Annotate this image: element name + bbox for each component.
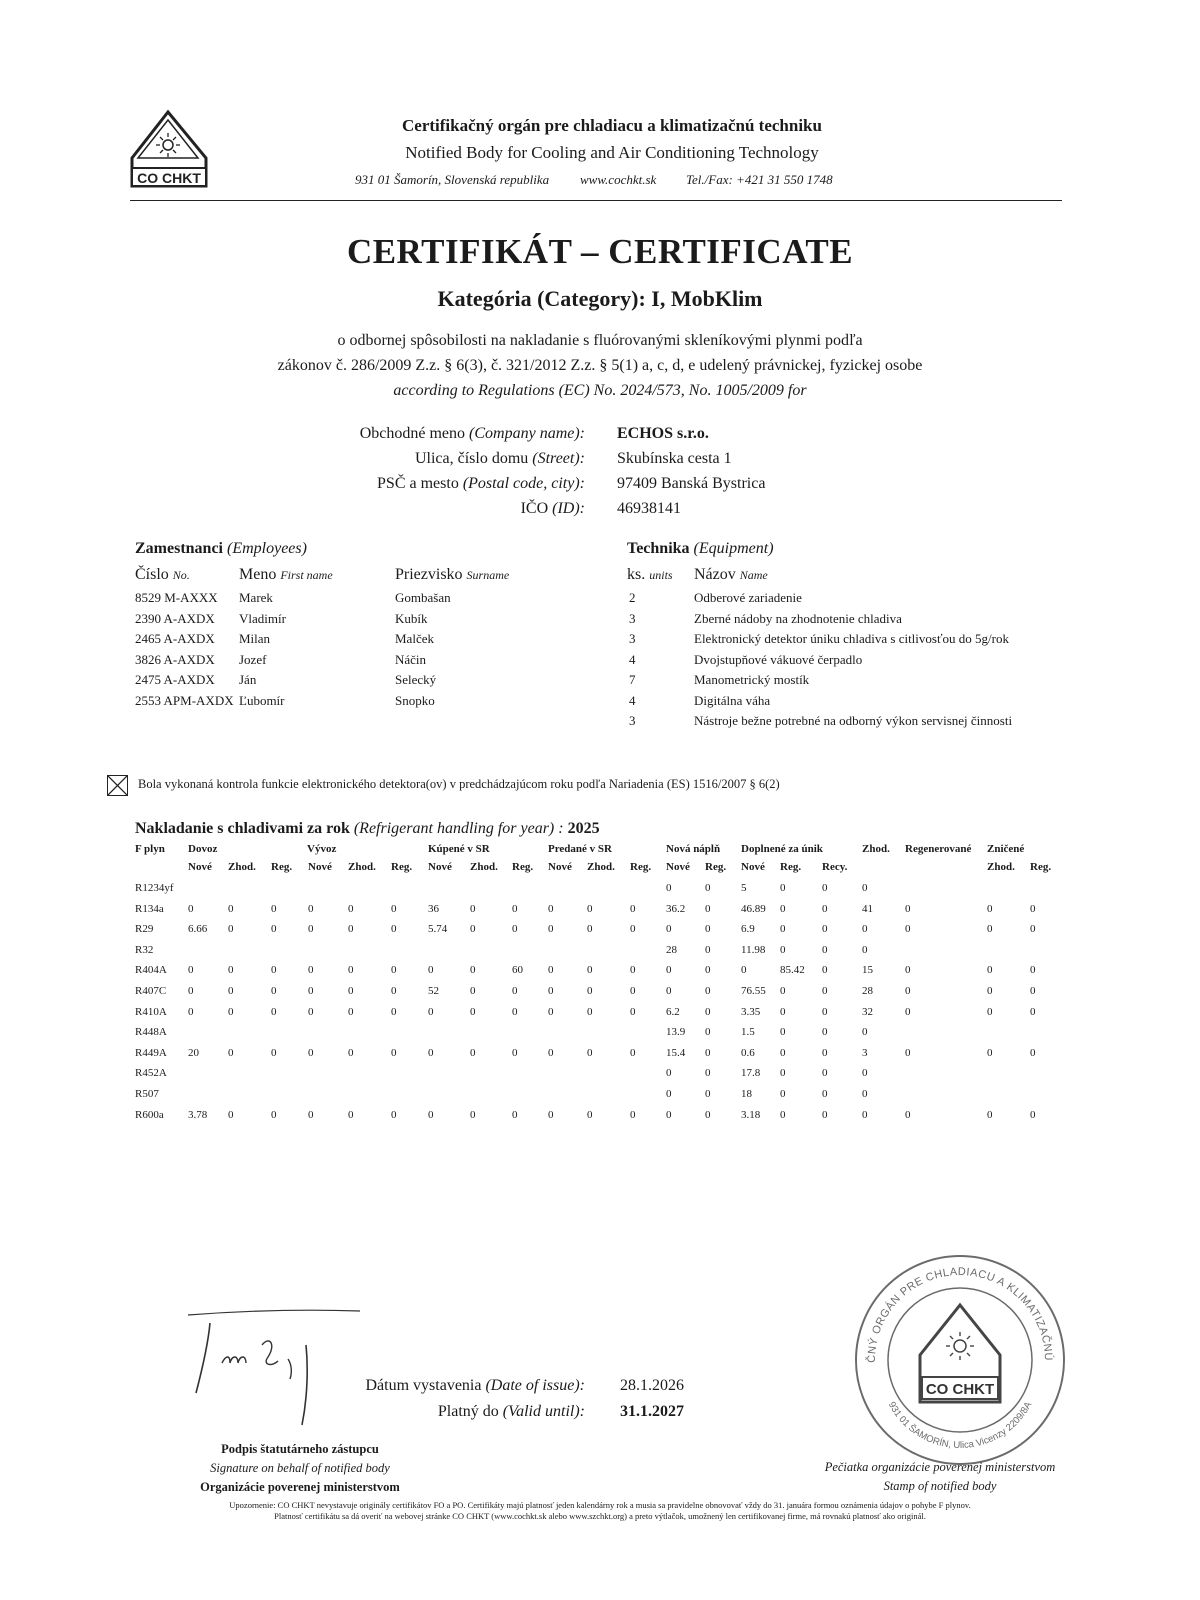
handling-sub-header: Nové (308, 861, 332, 873)
handling-cell: 5 (741, 882, 747, 894)
equipment-col-units: ks. units (627, 566, 673, 583)
handling-group-header: Predané v SR (548, 843, 612, 855)
handling-cell: 0 (630, 1005, 636, 1018)
handling-cell: 0 (987, 1005, 993, 1018)
handling-cell: 0 (705, 1067, 711, 1080)
handling-cell: 0 (666, 985, 672, 997)
employee-surname: Náčin (395, 651, 427, 667)
handling-cell: 0 (271, 1108, 277, 1121)
handling-cell: 0 (1030, 985, 1036, 997)
handling-cell: 20 (188, 1046, 199, 1059)
handling-cell: 0 (862, 882, 868, 894)
handling-cell: 0 (780, 985, 786, 997)
handling-sub-header: Reg. (512, 861, 534, 873)
handling-cell: 0 (1030, 1046, 1036, 1059)
handling-cell: 0.6 (741, 1046, 755, 1059)
handling-cell: 0 (822, 923, 828, 936)
refrigerant-gas: R448A (135, 1026, 167, 1039)
handling-cell: 0 (512, 1005, 518, 1018)
handling-cell: 0 (705, 1108, 711, 1121)
handling-sub-header: Nové (741, 861, 765, 873)
signature-caption-3: Organizácie poverenej ministerstvom (200, 1480, 400, 1494)
employee-number: 2553 APM-AXDX (135, 692, 234, 708)
valid-until-label: Platný do (Valid until): (437, 1403, 585, 1420)
handling-sub-header: Nové (666, 861, 690, 873)
org-address: 931 01 Šamorín, Slovenská republika (355, 172, 550, 187)
employee-first-name: Ľubomír (239, 692, 285, 708)
handling-cell: 0 (188, 985, 194, 997)
org-phone: Tel./Fax: +421 31 550 1748 (686, 172, 833, 187)
handling-cell: 0 (391, 1108, 397, 1121)
handling-cell: 0 (428, 1046, 434, 1059)
handling-cell: 0 (271, 1005, 277, 1018)
handling-cell: 0 (548, 985, 554, 997)
handling-cell: 0 (470, 923, 476, 936)
equipment-units: 3 (629, 631, 636, 646)
handling-cell: 0 (822, 882, 828, 894)
equipment-name: Digitálna váha (694, 692, 771, 708)
handling-cell: 0 (470, 985, 476, 997)
equipment-units: 3 (629, 610, 636, 626)
employee-surname: Selecký (395, 672, 437, 687)
footnote (60, 1500, 1140, 1522)
refrigerant-gas: R452A (135, 1067, 167, 1080)
equipment-units: 7 (629, 672, 636, 687)
employees-col-no: Číslo No. (135, 566, 190, 583)
handling-cell: 0 (741, 964, 747, 977)
handling-cell: 0 (862, 1026, 868, 1039)
handling-group-header: Dovoz (188, 843, 218, 855)
employee-surname: Malček (395, 631, 434, 646)
handling-cell: 0 (705, 1005, 711, 1018)
handling-cell: 0 (705, 1026, 711, 1039)
employee-number: 2390 A-AXDX (135, 610, 215, 626)
handling-cell: 0 (348, 902, 354, 915)
handling-sub-header: Zhod. (470, 861, 498, 873)
handling-sub-header: Zhod. (587, 861, 615, 873)
handling-cell: 46.89 (741, 902, 766, 915)
handling-cell: 76.55 (741, 985, 766, 997)
refrigerant-gas: R32 (135, 943, 154, 956)
handling-cell: 0 (862, 1108, 868, 1121)
company-city-label: PSČ a mesto (Postal code, city): (377, 475, 585, 492)
handling-cell: 0 (780, 923, 786, 936)
issue-date-value: 28.1.2026 (620, 1377, 684, 1394)
handling-cell: 0 (228, 902, 234, 915)
intro-line-2: zákonov č. 286/2009 Z.z. § 6(3), č. 321/2012 Z.z. § 5(1) a, c, d, e udelený právnickej, fyzickej osobe (277, 357, 923, 374)
handling-cell: 17.8 (741, 1067, 761, 1080)
handling-cell: 0 (271, 1046, 277, 1059)
handling-cell: 0 (780, 1005, 786, 1018)
handling-cell: 0 (271, 964, 277, 977)
handling-cell: 0 (862, 1067, 868, 1080)
handling-cell: 1.5 (741, 1026, 755, 1039)
handling-heading: Nakladanie s chladivami za rok (Refrigerant handling for year) : 2025 (135, 820, 600, 837)
handling-cell: 0 (348, 1005, 354, 1018)
refrigerant-gas: R600a (135, 1108, 164, 1121)
handling-cell: 0 (780, 943, 786, 956)
equipment-name: Nástroje bežne potrebné na odborný výkon servisnej činnosti (694, 713, 1013, 728)
stamp-center-text: CO CHKT (925, 1381, 995, 1398)
handling-cell: 13.9 (666, 1026, 686, 1039)
handling-sub-header: Recy. (822, 861, 848, 873)
company-id-label: IČO (ID): (520, 500, 585, 517)
handling-cell: 52 (428, 985, 439, 997)
handling-cell: 0 (228, 985, 234, 997)
handling-cell: 0 (780, 1108, 786, 1121)
handling-cell: 0 (987, 1108, 993, 1121)
handling-cell: 0 (666, 1088, 672, 1100)
handling-cell: 0 (987, 902, 993, 915)
handling-cell: 0 (705, 882, 711, 894)
handling-cell: 0 (391, 902, 397, 915)
stamp-ring-bottom: 931 01 ŠAMORÍN, Ulica Vicenzy 2209/8A (885, 1400, 1035, 1452)
handling-cell: 15 (862, 964, 873, 977)
handling-cell: 0 (548, 1005, 554, 1018)
handling-cell: 0 (862, 943, 868, 956)
official-stamp (850, 1250, 1070, 1475)
handling-cell: 0 (666, 1067, 672, 1080)
employee-first-name: Vladimír (239, 610, 286, 626)
handling-cell: 0 (822, 902, 828, 915)
handling-cell: 0 (987, 923, 993, 936)
handling-cell: 0 (470, 964, 476, 977)
handling-cell: 0 (587, 1046, 593, 1059)
handling-cell: 0 (470, 1108, 476, 1121)
handling-sub-header: Reg. (1030, 861, 1052, 873)
handling-cell: 0 (780, 1088, 786, 1100)
handling-cell: 28 (862, 985, 873, 997)
handling-cell: 0 (348, 923, 354, 936)
handling-cell: 0 (470, 902, 476, 915)
handling-group-header: Nová náplň (666, 843, 721, 855)
handling-cell: 60 (512, 964, 523, 977)
handling-cell: 0 (822, 985, 828, 997)
handling-cell: 0 (780, 1026, 786, 1039)
handling-cell: 0 (1030, 1108, 1036, 1121)
handling-cell: 0 (308, 923, 314, 936)
handling-cell: 6.2 (666, 1005, 680, 1018)
company-street-value: Skubínska cesta 1 (617, 450, 732, 467)
handling-cell: 3.78 (188, 1108, 208, 1121)
handling-cell: 0 (705, 1046, 711, 1059)
handling-cell: 3.35 (741, 1005, 761, 1018)
handling-cell: 3 (862, 1046, 868, 1059)
handling-group-header: Kúpené v SR (428, 843, 490, 855)
handling-sub-header: Reg. (391, 861, 413, 873)
handling-cell: 0 (548, 964, 554, 977)
handling-cell: 0 (188, 964, 194, 977)
handling-cell: 0 (512, 1108, 518, 1121)
handling-cell: 0 (630, 1108, 636, 1121)
handling-cell: 0 (391, 964, 397, 977)
handling-cell: 0 (666, 1108, 672, 1121)
handling-cell: 0 (705, 943, 711, 956)
header-divider (130, 200, 1062, 201)
handling-cell: 0 (428, 1108, 434, 1121)
handling-cell: 0 (822, 964, 828, 977)
handling-cell: 11.98 (741, 943, 766, 956)
equipment-name: Odberové zariadenie (694, 590, 802, 605)
svg-text:931 01 ŠAMORÍN, Ulica Vicenzy (886, 1399, 1035, 1451)
intro-line-3: according to Regulations (EC) No. 2024/573, No. 1005/2009 for (393, 382, 807, 399)
handling-cell: 0 (822, 1005, 828, 1018)
refrigerant-gas: R1234yf (135, 882, 174, 894)
handling-cell: 0 (587, 964, 593, 977)
handling-cell: 0 (548, 923, 554, 936)
handling-cell: 0 (428, 964, 434, 977)
handling-cell: 28 (666, 943, 677, 956)
handling-cell: 0 (822, 943, 828, 956)
refrigerant-gas: R407C (135, 985, 167, 997)
handling-cell: 0 (666, 923, 672, 936)
handling-cell: 0 (822, 1046, 828, 1059)
handling-cell: 0 (705, 923, 711, 936)
handling-cell: 0 (228, 1005, 234, 1018)
handling-cell: 0 (548, 1108, 554, 1121)
employee-first-name: Milan (239, 631, 271, 646)
handling-cell: 0 (587, 1005, 593, 1018)
handling-cell: 0 (705, 902, 711, 915)
company-street-label: Ulica, číslo domu (Street): (414, 450, 585, 467)
handling-cell: 0 (587, 1108, 593, 1121)
handling-cell: 6.66 (188, 923, 208, 936)
issue-date-label: Dátum vystavenia (Date of issue): (365, 1377, 585, 1394)
employee-surname: Snopko (395, 692, 435, 708)
handling-sub-header: Zhod. (228, 861, 256, 873)
handling-cell: 0 (705, 1088, 711, 1100)
handling-sub-header: Nové (428, 861, 452, 873)
equipment-name: Manometrický mostík (694, 672, 810, 687)
refrigerant-gas: R507 (135, 1088, 159, 1100)
logo-text: CO CHKT (137, 170, 201, 186)
handling-cell: 0 (428, 1005, 434, 1018)
handling-cell: 0 (666, 964, 672, 977)
handling-cell: 32 (862, 1005, 873, 1018)
handling-cell: 15.4 (666, 1046, 686, 1059)
handling-cell: 5.74 (428, 923, 448, 936)
handling-group-header: F plyn (135, 843, 165, 855)
detector-check-checkbox (107, 775, 128, 796)
company-id-value: 46938141 (617, 500, 681, 517)
handling-cell: 0 (987, 1046, 993, 1059)
handling-cell: 0 (666, 882, 672, 894)
company-name-value: ECHOS s.r.o. (617, 425, 709, 442)
handling-cell: 0 (348, 985, 354, 997)
equipment-name: Dvojstupňové vákuové čerpadlo (694, 651, 863, 667)
handling-cell: 0 (1030, 1005, 1036, 1018)
intro-line-1: o odbornej spôsobilosti na nakladanie s fluórovanými skleníkovými plynmi podľa (337, 332, 863, 349)
employee-number: 3826 A-AXDX (135, 651, 215, 667)
handling-cell: 0 (587, 985, 593, 997)
handling-cell: 0 (308, 902, 314, 915)
handling-cell: 0 (905, 1108, 911, 1121)
refrigerant-gas: R449A (135, 1046, 167, 1059)
handling-cell: 0 (348, 1108, 354, 1121)
handling-cell: 0 (228, 1108, 234, 1121)
handling-group-header: Doplnené za únik (741, 843, 823, 855)
handling-cell: 41 (862, 902, 873, 915)
handling-sub-header: Reg. (705, 861, 727, 873)
employees-col-last: Priezvisko Surname (395, 566, 510, 583)
handling-cell: 0 (228, 964, 234, 977)
signature-caption-1: Podpis štatutárneho zástupcu (221, 1442, 379, 1456)
signature-caption-2: Signature on behalf of notified body (210, 1461, 390, 1475)
handling-cell: 36 (428, 902, 439, 915)
handling-sub-header: Zhod. (987, 861, 1015, 873)
handling-cell: 0 (348, 964, 354, 977)
handling-cell: 0 (905, 985, 911, 997)
org-name-sk: Certifikačný orgán pre chladiacu a klimatizačnú techniku (402, 116, 822, 135)
certificate-title: CERTIFIKÁT – CERTIFICATE (346, 232, 854, 271)
equipment-units: 2 (629, 590, 636, 605)
refrigerant-gas: R410A (135, 1005, 167, 1018)
handling-cell: 0 (308, 1108, 314, 1121)
stamp-caption-2: Stamp of notified body (883, 1479, 997, 1493)
footnote-line-2: Platnosť certifikátu sa dá overiť na webovej stránke CO CHKT (www.cochkt.sk alebo www.szchkt.org) a preto výtlačok, umožnený len certifikovanej firme, má rovnakú platnosť ako originál. (274, 1511, 926, 1521)
equipment-heading: Technika (Equipment) (627, 540, 774, 557)
handling-cell: 0 (512, 985, 518, 997)
handling-cell: 0 (630, 923, 636, 936)
company-city-value: 97409 Banská Bystrica (617, 475, 766, 492)
org-name-en: Notified Body for Cooling and Air Conditioning Technology (405, 143, 819, 162)
handling-group-header: Zhod. (862, 843, 890, 855)
handling-cell: 0 (705, 964, 711, 977)
handling-sub-header: Nové (188, 861, 212, 873)
company-name-label: Obchodné meno (Company name): (359, 425, 585, 442)
handling-cell: 0 (905, 1046, 911, 1059)
handling-cell: 0 (905, 902, 911, 915)
employee-number: 2465 A-AXDX (135, 631, 215, 646)
stamp-ring-text: ČNÝ ORGÁN PRE CHLADIACU A KLIMATIZAČNÚ (865, 1265, 1055, 1363)
handling-cell: 3.18 (741, 1108, 761, 1121)
handling-cell: 0 (548, 902, 554, 915)
employee-number: 8529 M-AXXX (135, 590, 218, 605)
footnote-line-1: Upozornenie: CO CHKT nevystavuje originály certifikátov FO a PO. Certifikáty majú platnosť jeden kalendárny rok a musia sa pravidelne obnovovať vždy do 31. januára formou oznámenia údajov o pohybe F plynov. (229, 1500, 971, 1510)
handling-cell: 0 (228, 923, 234, 936)
employee-first-name: Marek (239, 590, 273, 605)
handling-cell: 36.2 (666, 902, 686, 915)
handling-cell: 0 (188, 902, 194, 915)
equipment-name: Elektronický detektor úniku chladiva s citlivosťou do 5g/rok (694, 631, 1009, 646)
equipment-units: 4 (629, 651, 636, 667)
handling-group-header: Vývoz (307, 843, 337, 855)
stamp-caption-1: Pečiatka organizácie poverenej ministerstvom (824, 1460, 1056, 1474)
handling-cell: 0 (987, 964, 993, 977)
handling-cell: 0 (548, 1046, 554, 1059)
employee-number: 2475 A-AXDX (135, 672, 215, 687)
handling-cell: 0 (780, 882, 786, 894)
handling-cell: 0 (822, 1108, 828, 1121)
handling-cell: 0 (308, 1046, 314, 1059)
valid-until-value: 31.1.2027 (620, 1403, 684, 1420)
employees-col-first: Meno First name (239, 566, 333, 583)
handling-cell: 0 (470, 1046, 476, 1059)
handling-cell: 0 (862, 923, 868, 936)
handling-cell: 0 (308, 985, 314, 997)
handling-cell: 0 (1030, 923, 1036, 936)
handling-cell: 0 (630, 964, 636, 977)
handling-cell: 0 (308, 964, 314, 977)
handling-cell: 0 (188, 1005, 194, 1018)
handling-sub-header: Zhod. (348, 861, 376, 873)
handling-cell: 0 (271, 923, 277, 936)
handling-cell: 0 (512, 902, 518, 915)
handling-cell: 0 (512, 1046, 518, 1059)
handling-cell: 18 (741, 1088, 752, 1100)
handling-cell: 0 (862, 1088, 868, 1100)
handling-cell: 0 (391, 985, 397, 997)
handling-cell: 0 (391, 1046, 397, 1059)
handling-cell: 0 (470, 1005, 476, 1018)
employees-heading: Zamestnanci (Employees) (135, 540, 307, 557)
employee-first-name: Ján (239, 672, 257, 687)
org-website: www.cochkt.sk (580, 172, 657, 187)
handling-cell: 0 (512, 923, 518, 936)
employee-surname: Gombašan (395, 590, 451, 605)
handling-cell: 0 (987, 985, 993, 997)
handling-cell: 0 (391, 923, 397, 936)
handling-cell: 0 (271, 985, 277, 997)
handling-cell: 0 (822, 1088, 828, 1100)
handling-cell: 0 (391, 1005, 397, 1018)
refrigerant-gas: R134a (135, 902, 164, 915)
handling-cell: 6.9 (741, 923, 755, 936)
handling-group-header: Regenerované (905, 843, 972, 855)
handling-cell: 0 (1030, 964, 1036, 977)
employee-surname: Kubík (395, 610, 428, 626)
handling-cell: 0 (822, 1067, 828, 1080)
handling-cell: 0 (905, 964, 911, 977)
handling-cell: 0 (630, 1046, 636, 1059)
equipment-name: Zberné nádoby na zhodnotenie chladiva (694, 610, 902, 626)
handling-cell: 0 (705, 985, 711, 997)
detector-check-note: Bola vykonaná kontrola funkcie elektronického detektora(ov) v predchádzajúcom roku podľa Nariadenia (ES) 1516/2007 § 6(2) (138, 777, 780, 791)
handling-cell: 0 (587, 923, 593, 936)
handling-cell: 0 (905, 1005, 911, 1018)
handling-cell: 0 (822, 1026, 828, 1039)
handling-cell: 0 (1030, 902, 1036, 915)
handling-cell: 0 (587, 902, 593, 915)
handling-cell: 0 (348, 1046, 354, 1059)
refrigerant-gas: R29 (135, 923, 154, 936)
equipment-units: 3 (629, 713, 636, 728)
certificate-category: Kategória (Category): I, MobKlim (437, 286, 763, 311)
refrigerant-gas: R404A (135, 964, 167, 977)
svg-text:CERTIFIKAČNÝ ORGÁN PRE CHLADIA (850, 1250, 1055, 1363)
equipment-units: 4 (629, 692, 636, 708)
handling-cell: 0 (630, 985, 636, 997)
handling-cell: 0 (780, 902, 786, 915)
equipment-col-name: Názov Name (694, 566, 768, 583)
handling-sub-header: Reg. (271, 861, 293, 873)
handling-cell: 0 (308, 1005, 314, 1018)
handling-cell: 0 (228, 1046, 234, 1059)
handling-cell: 0 (630, 902, 636, 915)
handling-sub-header: Nové (548, 861, 572, 873)
handling-cell: 0 (780, 1067, 786, 1080)
handling-sub-header: Reg. (630, 861, 652, 873)
handling-cell: 0 (905, 923, 911, 936)
handling-cell: 0 (271, 902, 277, 915)
handling-cell: 85.42 (780, 964, 805, 977)
handling-sub-header: Reg. (780, 861, 802, 873)
handling-group-header: Zničené (987, 843, 1025, 855)
employee-first-name: Jozef (239, 651, 267, 667)
handling-cell: 0 (780, 1046, 786, 1059)
